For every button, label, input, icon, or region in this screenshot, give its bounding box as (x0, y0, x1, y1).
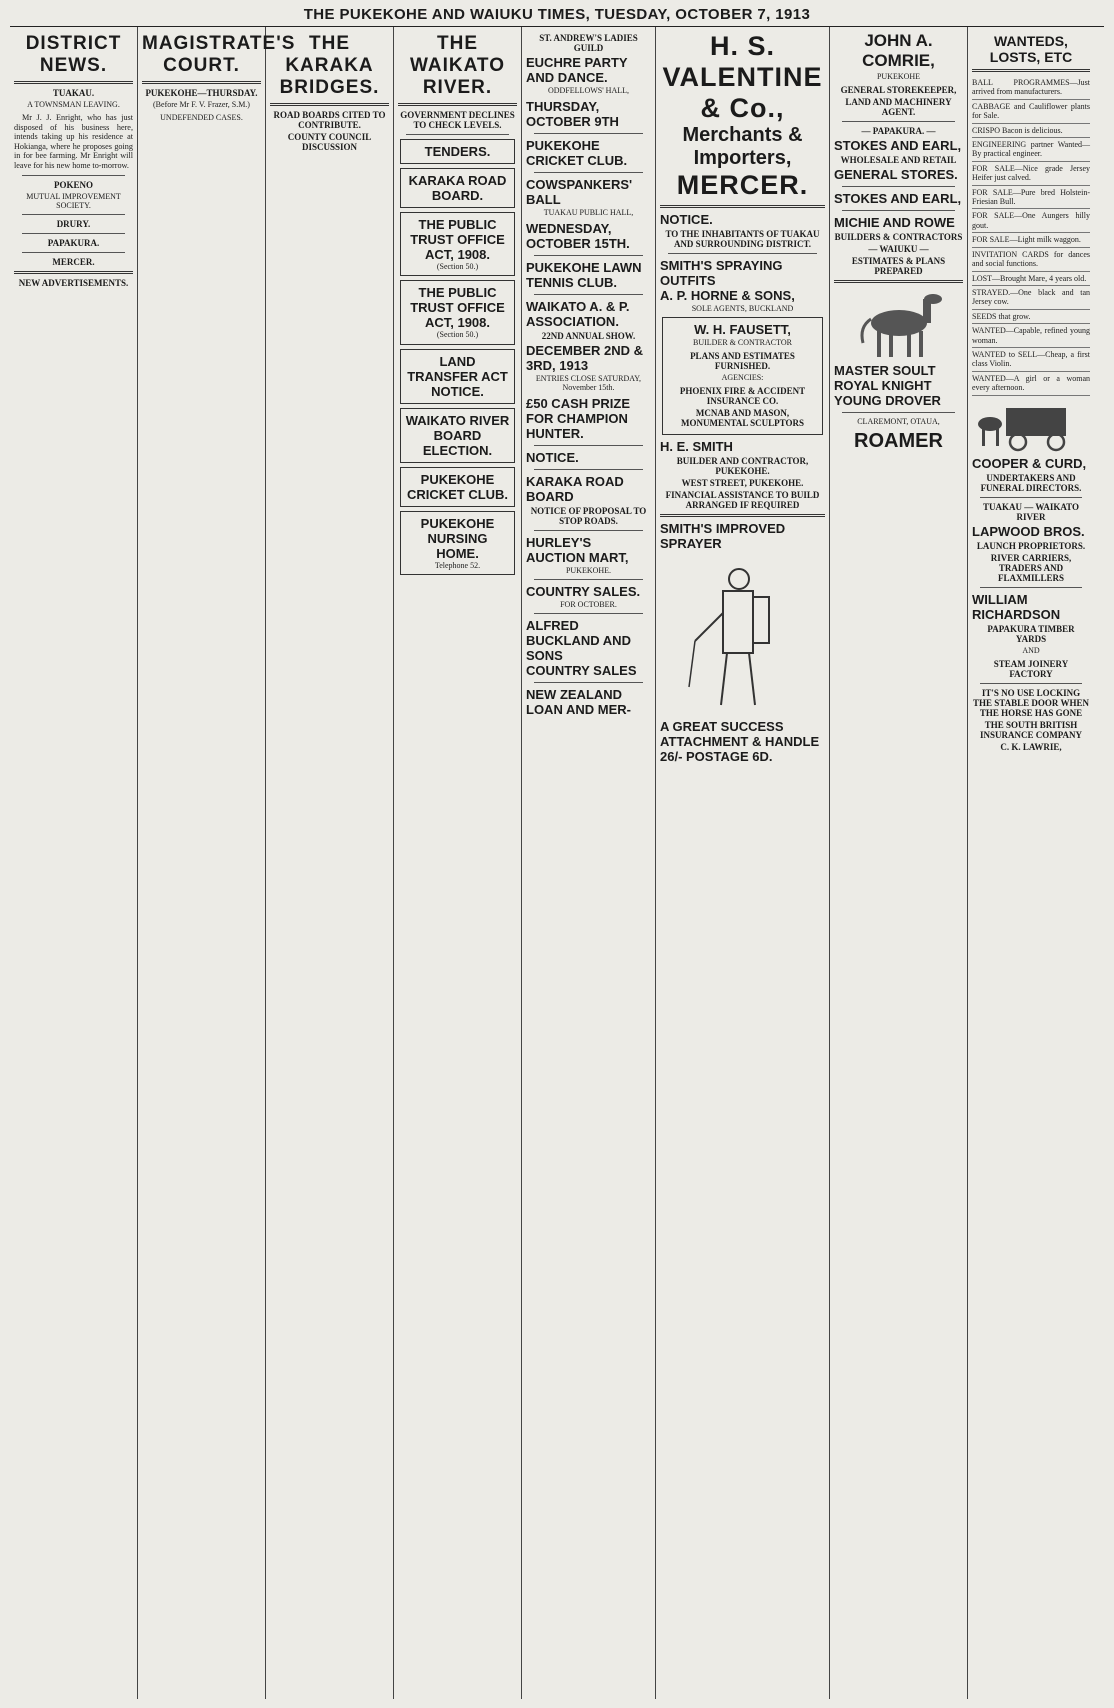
column-merchants (656, 27, 830, 1699)
mercer-heading: MERCER. (52, 256, 95, 267)
col5-cricket-title: PUKEKOHE CRICKET CLUB. (526, 138, 628, 168)
lawrie: C. K. LAWRIE, (1000, 741, 1062, 752)
cooper-curd: COOPER & CURD, (972, 455, 1087, 471)
mercer-town: MERCER. (676, 170, 809, 200)
col5-karaka-title: KARAKA ROAD BOARD (526, 474, 624, 504)
hsmith-name: H. E. SMITH (660, 439, 733, 454)
builders-contractors: BUILDERS & CONTRACTORS (834, 232, 963, 242)
river-board-election-title: WAIKATO RIVER BOARD ELECTION. (405, 412, 510, 458)
waiuku-label: — WAIUKU — (868, 244, 929, 254)
public-trust-title-2: THE PUBLIC TRUST OFFICE ACT, 1908. (410, 285, 505, 331)
faussett-name: W. H. FAUSETT, (694, 322, 791, 337)
general-storekeeper: GENERAL STOREKEEPER, (840, 85, 957, 95)
west-street: WEST STREET, PUKEKOHE. (681, 478, 804, 488)
cricket-club-title: PUKEKOHE CRICKET CLUB. (406, 471, 509, 502)
ad-cabbage: CABBAGE and Cauliflower plants for Sale. (972, 100, 1090, 124)
column-wanteds (968, 27, 1094, 1699)
timber-yards: PAPAKURA TIMBER YARDS (987, 623, 1075, 644)
tenders-ad (400, 139, 515, 164)
country-sales-title-2: COUNTRY SALES (526, 663, 637, 678)
faussett-plans: PLANS AND ESTIMATES FURNISHED. (690, 351, 795, 371)
lapwood-bros: LAPWOOD BROS. (972, 523, 1085, 539)
ad-invitation-cards: INVITATION CARDS for dances and social functions. (972, 248, 1090, 272)
ad-wanted-2: WANTED to SELL—Cheap, a first class Violin. (972, 348, 1090, 372)
guild-heading: ST. ANDREW'S LADIES GUILD (539, 33, 638, 53)
faussett-trade: BUILDER & CONTRACTOR (693, 338, 792, 347)
smith-spraying-outfits: SMITH'S SPRAYING OUTFITS (660, 258, 783, 288)
ad-strayed: STRAYED.—One black and tan Jersey cow. (972, 286, 1090, 310)
south-british: THE SOUTH BRITISH INSURANCE COMPANY (979, 719, 1083, 740)
ad-ball-programmes: BALL PROGRAMMES—Just arrived from manufacturers. (972, 76, 1090, 100)
masthead: THE PUKEKOHE AND WAIUKU TIMES, TUESDAY, OCTOBER 7, 1913 (10, 6, 1104, 27)
comrie-name: JOHN A. COMRIE, (862, 31, 935, 70)
ad-lost: LOST—Brought Mare, 4 years old. (972, 272, 1090, 286)
column-notices (522, 27, 656, 1699)
royal-knight: ROYAL KNIGHT (834, 378, 932, 393)
nz-loan-title: NEW ZEALAND LOAN AND MER- (526, 687, 631, 717)
ad-for-sale-1: FOR SALE—Nice grade Jersey Heifer just calved. (972, 162, 1090, 186)
undertakers: UNDERTAKERS AND FUNERAL DIRECTORS. (980, 472, 1082, 493)
entries-close: ENTRIES CLOSE SATURDAY, November 15th. (535, 374, 642, 392)
hurley-title: HURLEY'S AUCTION MART, (526, 535, 629, 565)
pokeno-heading: POKENO (53, 179, 93, 190)
townsman-subheading: A TOWNSMAN LEAVING. (27, 100, 120, 109)
public-trust-ad-1 (400, 212, 515, 276)
column-karaka-bridges (266, 27, 394, 1699)
public-trust-section-1: (Section 50.) (436, 262, 479, 271)
ad-crispo: CRISPO Bacon is delicious. (972, 124, 1090, 138)
and-label: AND (1022, 645, 1040, 655)
estimates-prepared: ESTIMATES & PLANS PREPARED (851, 256, 946, 276)
column-waikato-river (394, 27, 522, 1699)
nursing-home-telephone: Telephone 52. (434, 560, 481, 570)
valentine-name: H. S. VALENTINE & Co., (662, 31, 823, 123)
hurley-town: PUKEKOHE. (565, 566, 612, 575)
karaka-road-board-ad (400, 168, 515, 208)
great-success: A GREAT SUCCESS (660, 719, 784, 734)
new-advertisements-heading: NEW ADVERTISEMENTS. (18, 277, 129, 288)
michie-rowe-title: MICHIE AND ROWE (834, 215, 955, 230)
ad-wanted-1: WANTED—Capable, refined young woman. (972, 324, 1090, 348)
land-transfer-title: LAND TRANSFER ACT NOTICE. (407, 353, 508, 399)
stokes-earl-title: STOKES AND EARL, (834, 138, 962, 153)
roamer: ROAMER (854, 430, 943, 452)
tuakau-river: TUAKAU — WAIKATO RIVER (982, 501, 1080, 522)
court-sub: PUKEKOHE—THURSDAY. (145, 88, 258, 98)
comrie-town: PUKEKOHE (876, 72, 921, 81)
ad-engineering: ENGINEERING partner Wanted—By practical engineer. (972, 138, 1090, 162)
stop-roads: NOTICE OF PROPOSAL TO STOP ROADS. (530, 506, 647, 526)
cricket-club-ad (400, 467, 515, 507)
steam-joinery: STEAM JOINERY FACTORY (993, 658, 1069, 679)
faussett-ad (662, 317, 823, 435)
general-stores: GENERAL STORES. (834, 167, 958, 182)
hearse-illustration (976, 400, 1086, 452)
public-trust-ad-2 (400, 280, 515, 344)
col6-notice-title: NOTICE. (660, 212, 713, 227)
attachment-price: ATTACHMENT & HANDLE 26/- POSTAGE 6D. (660, 734, 820, 764)
sprayer-illustration (683, 555, 803, 715)
master-soult: MASTER SOULT (834, 363, 936, 378)
euchre-title: EUCHRE PARTY AND DANCE. (526, 55, 628, 85)
young-drover: YOUNG DROVER (834, 393, 941, 408)
col5-notice-title: NOTICE. (526, 450, 579, 465)
improved-sprayer-title: SMITH'S IMPROVED SPRAYER (660, 521, 786, 551)
annual-show: 22ND ANNUAL SHOW. (541, 331, 636, 341)
drury-heading: DRURY. (56, 218, 91, 229)
nursing-home-title: PUKEKOHE NURSING HOME. (420, 515, 495, 561)
agencies-label: AGENCIES: (721, 373, 764, 382)
river-board-election-ad (400, 408, 515, 463)
hsmith-trade: BUILDER AND CONTRACTOR, PUKEKOHE. (676, 456, 809, 476)
land-machinery-agent: LAND AND MACHINERY AGENT. (845, 97, 952, 117)
horne-sole-agents: SOLE AGENTS, BUCKLAND (691, 304, 794, 313)
waikato-ap-title: WAIKATO A. & P. ASSOCIATION. (526, 299, 630, 329)
cowspankers-title: COWSPANKERS' BALL (526, 177, 633, 207)
undefended-cases: UNDEFENDED CASES. (160, 113, 243, 122)
karaka-sub: ROAD BOARDS CITED TO CONTRIBUTE. (273, 110, 386, 130)
tuakau-heading: TUAKAU. (52, 88, 95, 98)
cash-prize: £50 CASH PRIZE FOR CHAMPION HUNTER. (526, 396, 631, 441)
papakura-label: — PAPAKURA. — (861, 126, 936, 136)
horse-illustration (849, 287, 949, 359)
buckland-title: ALFRED BUCKLAND AND SONS (526, 618, 631, 663)
claremont: CLAREMONT, OTAUA, (857, 417, 940, 426)
karaka-sub2: COUNTY COUNCIL DISCUSSION (287, 132, 372, 152)
ad-wanted-3: WANTED—A girl or a woman every afternoon. (972, 372, 1090, 396)
land-transfer-ad (400, 349, 515, 404)
mcnab-agency: MCNAB AND MASON, MONUMENTAL SCULPTORS (681, 408, 804, 428)
ad-for-sale-3: FOR SALE—One Aungers hilly gout. (972, 209, 1090, 233)
district-news-heading: DISTRICT NEWS. (25, 33, 122, 76)
river-carriers: RIVER CARRIERS, TRADERS AND FLAXMILLERS (990, 552, 1072, 583)
column-stores (830, 27, 968, 1699)
phoenix-agency: PHOENIX FIRE & ACCIDENT INSURANCE CO. (679, 386, 806, 406)
tuakau-public-hall: TUAKAU PUBLIC HALL, (543, 208, 634, 217)
merchants-importers: Merchants & Importers, (682, 124, 803, 169)
enright-paragraph: Mr J. J. Enright, who has just disposed of his business here, intends taking up his residence at Hokianga, where he proposes going in for bee farming. Mr Enright will leave for his new home to-morrow. (14, 113, 133, 170)
show-dates: DECEMBER 2ND & 3RD, 1913 (526, 343, 644, 373)
tenders-title: TENDERS. (424, 144, 491, 159)
magistrates-court-heading: MAGISTRATE'S COURT. (142, 33, 296, 76)
column-magistrates-court (138, 27, 296, 1699)
oddfellows-hall: ODDFELLOWS' HALL, (548, 86, 629, 95)
waikato-sub: GOVERNMENT DECLINES TO CHECK LEVELS. (400, 110, 515, 130)
stokes-earl-title-2: STOKES AND EARL, (834, 191, 962, 206)
karaka-road-board-title: KARAKA ROAD BOARD. (408, 173, 507, 203)
stable-door: IT'S NO USE LOCKING THE STABLE DOOR WHEN THE HORSE HAS GONE (973, 687, 1089, 718)
column-district-news (10, 27, 138, 1699)
wanteds-heading: WANTEDS, LOSTS, ETC (989, 33, 1073, 65)
launch-proprietors: LAUNCH PROPRIETORS. (976, 540, 1086, 551)
karaka-bridges-heading: THE KARAKA BRIDGES. (279, 33, 380, 98)
court-before: (Before Mr F. V. Frazer, S.M.) (153, 100, 250, 109)
for-october: FOR OCTOBER. (560, 600, 617, 609)
horne-name: A. P. HORNE & SONS, (660, 288, 795, 303)
wholesale-retail: WHOLESALE AND RETAIL (840, 155, 957, 165)
notice-inhabitants: TO THE INHABITANTS OF TUAKAU AND SURROUNDING DISTRICT. (665, 229, 820, 249)
public-trust-title-1: THE PUBLIC TRUST OFFICE ACT, 1908. (410, 217, 505, 262)
financial-assistance: FINANCIAL ASSISTANCE TO BUILD ARRANGED IF REQUIRED (665, 490, 820, 510)
thursday-date: THURSDAY, OCTOBER 9TH (526, 99, 619, 129)
mutual-improvement-subheading: MUTUAL IMPROVEMENT SOCIETY. (26, 191, 121, 210)
nursing-home-ad (400, 511, 515, 575)
papakura-heading: PAPAKURA. (47, 237, 100, 248)
wednesday-date: WEDNESDAY, OCTOBER 15TH. (526, 221, 630, 251)
country-sales-title: COUNTRY SALES. (526, 584, 641, 599)
richardson: WILLIAM RICHARDSON (972, 591, 1061, 622)
waikato-river-heading: THE WAIKATO RIVER. (410, 33, 505, 98)
ad-for-sale-2: FOR SALE—Pure bred Holstein-Friesian Bull. (972, 186, 1090, 210)
ad-seeds: SEEDS that grow. (972, 310, 1090, 324)
ad-for-sale-4: FOR SALE—Light milk waggon. (972, 233, 1090, 247)
public-trust-section-2: (Section 50.) (436, 330, 479, 340)
lawn-tennis-title: PUKEKOHE LAWN TENNIS CLUB. (526, 260, 642, 290)
